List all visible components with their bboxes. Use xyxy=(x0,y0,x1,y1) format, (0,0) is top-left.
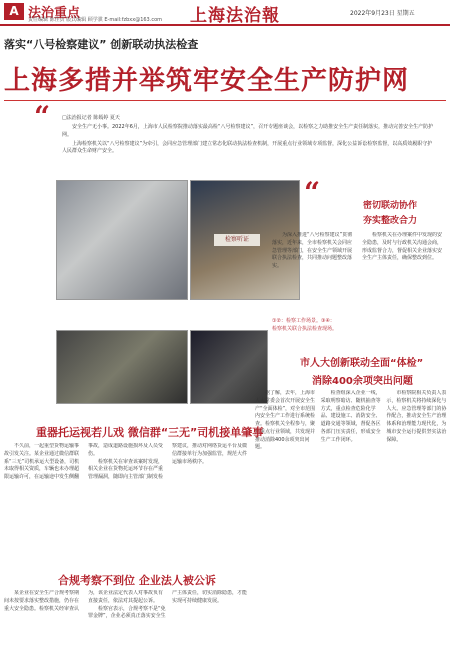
lead-paragraph: 上海检察机关以“八号检察建议”为牵引，会同应急管理部门建立常态化联动执法检查机制，开展重点行业领域专项监督，深化公益诉讼检察监督，以高质效履职守护人民群众生命财产安全。 xyxy=(62,140,433,155)
photo-caption: ①②：检察工作场景。③④：检察机关联合执法检查现场。 xyxy=(272,318,338,332)
quote-mark-icon: “ xyxy=(304,176,321,209)
subhead-compliance: 合规考察不到位 企业法人被公诉 xyxy=(58,574,216,587)
headline-divider xyxy=(4,100,446,101)
newspaper-logo: 上海法治報 xyxy=(190,6,280,26)
body-paragraph: 市检察院相关负责人表示，检察机关将持续深化与人大、应急管理等部门的协作配合，推动安全生产治理体系和治理能力现代化，为城市安全运行提供坚实法治保障。 xyxy=(386,390,447,443)
right-column-text xyxy=(272,232,446,316)
section-title: 法治重点 xyxy=(28,6,81,21)
body-paragraph: 为深入推进“八号检察建议”贯彻落实，近年来，全市检察机关会同应急管理等部门，在安全生产领域开展联合执法检查，共同推动问题整改落实。 xyxy=(272,232,353,269)
article-kicker: 落实“八号检察建议” 创新联动执法检查 xyxy=(4,38,199,51)
body-paragraph: 检察机关在审查该案时发现，相关企业在货物托运环节存在严重管理漏洞，随即向主管部门制发检察建议，推动对网络货运平台及微信群接单行为加强监管，规范大件运输市场秩序。 xyxy=(88,443,248,480)
body-paragraph: 检察官表示，合规考察不是“免罪金牌”，企业必须真正落实安全生产主体责任，切实消除隐患，才能实现可持续健康发展。 xyxy=(88,590,248,620)
left-bottom-text xyxy=(4,590,250,664)
article-headline: 上海多措并举筑牢安全生产防护网 xyxy=(4,66,410,96)
body-paragraph: 据了解，去年，上海市人大常委会首次开展安全生产“全面体检”，对全市范围内安全生产工作进行系统检查。检察机关全程参与，聚焦重点行业领域，共发现并推动消除400余项突出问题。 xyxy=(255,390,316,451)
body-paragraph: 检查组深入企业一线，采取明察暗访、随机抽查等方式，重点检查危险化学品、建设施工、消防安全、道路交通等领域，督促各区各部门压实责任，形成安全生产工作闭环。 xyxy=(320,390,381,443)
issue-date: 2022年9月23日 星期五 xyxy=(350,10,415,17)
page-badge: A xyxy=(4,3,24,20)
quote-mark-icon: “ xyxy=(34,100,51,133)
subhead-rectification: 夯实整改合力 xyxy=(362,216,417,226)
right-lower-text xyxy=(255,390,447,662)
photo-meeting xyxy=(56,180,188,300)
photo-inspection xyxy=(56,330,188,404)
subhead-coordination: 密切联动协作 xyxy=(362,201,417,211)
staff-line: 责任编辑 陈佳贞 版式编辑 顾学骐 E-mail:fzbxx@163.com xyxy=(28,17,163,23)
body-paragraph: 检察机关在办理案件中发现的安全隐患，及时与行政机关沟通会商，形成监督合力，督促相关企业落实安全生产主体责任，确保整改到位。 xyxy=(362,232,443,262)
lead-paragraph: 安全生产无小事。2022年6月，上海市人民检察院推动落实最高检“八号检察建议”，召开专题座谈会，以检察之力助推安全生产责任制落实，推动完善安全生产防护网。 xyxy=(62,124,434,138)
subhead-wechat-driver: 重器托运视若儿戏 微信群“三无”司机接单肇事 xyxy=(36,426,264,439)
lead-paragraphs xyxy=(62,124,434,157)
body-paragraph: 不久前，一起重型货物运输事故引发关注。某企业通过微信群联系“三无”司机承运大型设备，司机未取得相关资质，车辆也未办理超限运输许可，在运输途中发生侧翻事故，造成道路设施损坏及人员受伤。 xyxy=(4,443,164,480)
body-paragraph: 某企业在安全生产合规考察期间未按要求落实整改措施，仍存在重大安全隐患。检察机关经审查认为，该企业法定代表人对事故负有直接责任，依法对其提起公诉。 xyxy=(4,590,164,612)
subhead-problems-removed: 消除400余项突出问题 xyxy=(312,376,413,387)
hearing-sign: 检察听证 xyxy=(214,234,260,246)
subhead-npc-checkup: 市人大创新联动全面“体检” xyxy=(300,358,424,369)
article-byline: □法治报记者 陈嫣婷 夏天 xyxy=(62,115,120,121)
left-lower-text xyxy=(4,443,250,561)
